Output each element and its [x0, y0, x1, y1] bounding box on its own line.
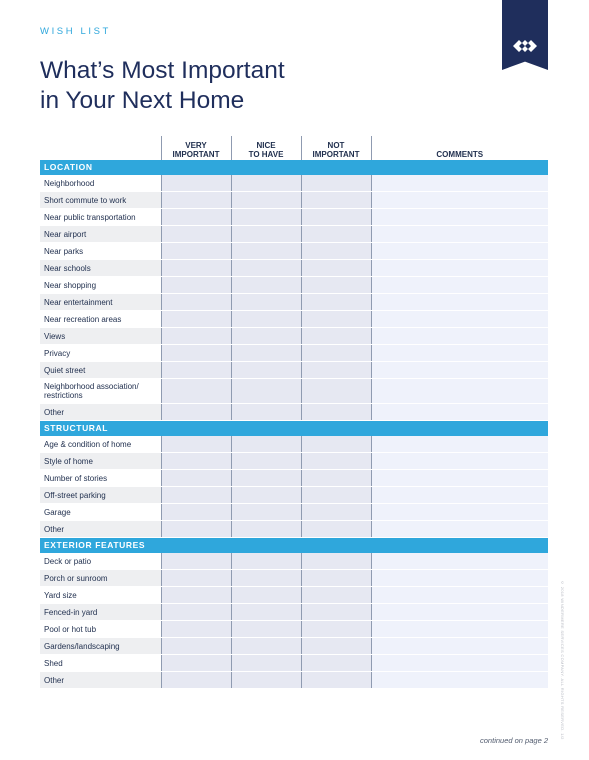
very-important-checkbox[interactable]: [161, 345, 231, 362]
not-important-checkbox[interactable]: [301, 570, 371, 587]
row-label: Near parks: [40, 243, 161, 260]
nice-to-have-checkbox[interactable]: [231, 504, 301, 521]
row-label: Age & condition of home: [40, 436, 161, 453]
table-row: [40, 521, 548, 538]
very-important-checkbox[interactable]: [161, 504, 231, 521]
table-row: [40, 243, 548, 260]
table-row: [40, 345, 548, 362]
very-important-checkbox[interactable]: [161, 487, 231, 504]
not-important-checkbox[interactable]: [301, 260, 371, 277]
row-label: Porch or sunroom: [40, 570, 161, 587]
table-row: [40, 260, 548, 277]
row-label: Pool or hot tub: [40, 621, 161, 638]
not-important-checkbox[interactable]: [301, 277, 371, 294]
row-label: Fenced-in yard: [40, 604, 161, 621]
comments-field[interactable]: [371, 436, 548, 453]
table-row: [40, 672, 548, 689]
header-comments: [371, 136, 548, 160]
nice-to-have-checkbox[interactable]: [231, 453, 301, 470]
nice-to-have-checkbox[interactable]: [231, 260, 301, 277]
page-title: [40, 56, 285, 116]
nice-to-have-checkbox[interactable]: [231, 553, 301, 570]
very-important-checkbox[interactable]: [161, 655, 231, 672]
nice-to-have-checkbox[interactable]: [231, 621, 301, 638]
section-header: [40, 421, 548, 437]
not-important-checkbox[interactable]: [301, 638, 371, 655]
nice-to-have-checkbox[interactable]: [231, 487, 301, 504]
nice-to-have-checkbox[interactable]: [231, 638, 301, 655]
comments-field[interactable]: [371, 192, 548, 209]
very-important-checkbox[interactable]: [161, 209, 231, 226]
comments-field[interactable]: [371, 260, 548, 277]
not-important-checkbox[interactable]: [301, 328, 371, 345]
row-label: Gardens/landscaping: [40, 638, 161, 655]
nice-to-have-checkbox[interactable]: [231, 345, 301, 362]
nice-to-have-checkbox[interactable]: [231, 311, 301, 328]
nice-to-have-checkbox[interactable]: [231, 226, 301, 243]
table-row: [40, 209, 548, 226]
very-important-checkbox[interactable]: [161, 638, 231, 655]
table-row: [40, 362, 548, 379]
comments-field[interactable]: [371, 553, 548, 570]
comments-field[interactable]: [371, 311, 548, 328]
very-important-checkbox[interactable]: [161, 587, 231, 604]
not-important-checkbox[interactable]: [301, 345, 371, 362]
row-label: Near schools: [40, 260, 161, 277]
row-label: Yard size: [40, 587, 161, 604]
very-important-checkbox[interactable]: [161, 260, 231, 277]
row-label: Other: [40, 672, 161, 689]
nice-to-have-checkbox[interactable]: [231, 294, 301, 311]
table-row: [40, 570, 548, 587]
nice-to-have-checkbox[interactable]: [231, 570, 301, 587]
nice-to-have-checkbox[interactable]: [231, 604, 301, 621]
row-label: Near airport: [40, 226, 161, 243]
row-label: Near recreation areas: [40, 311, 161, 328]
section-title: STRUCTURAL: [40, 421, 548, 437]
section-header: [40, 538, 548, 554]
nice-to-have-checkbox[interactable]: [231, 436, 301, 453]
comments-field[interactable]: [371, 379, 548, 404]
not-important-checkbox[interactable]: [301, 226, 371, 243]
header-very-important-line-2: IMPORTANT: [172, 150, 220, 159]
not-important-checkbox[interactable]: [301, 404, 371, 421]
header-nice-to-have-line-1: NICE: [256, 141, 276, 150]
very-important-checkbox[interactable]: [161, 226, 231, 243]
not-important-checkbox[interactable]: [301, 621, 371, 638]
section-title: LOCATION: [40, 160, 548, 175]
header-very-important: [161, 136, 231, 160]
comments-field[interactable]: [371, 453, 548, 470]
row-label: Number of stories: [40, 470, 161, 487]
table-row: [40, 328, 548, 345]
not-important-checkbox[interactable]: [301, 379, 371, 404]
table-row: [40, 404, 548, 421]
not-important-checkbox[interactable]: [301, 672, 371, 689]
table-row: [40, 311, 548, 328]
nice-to-have-checkbox[interactable]: [231, 470, 301, 487]
nice-to-have-checkbox[interactable]: [231, 362, 301, 379]
section-header: [40, 160, 548, 175]
not-important-checkbox[interactable]: [301, 294, 371, 311]
not-important-checkbox[interactable]: [301, 362, 371, 379]
very-important-checkbox[interactable]: [161, 604, 231, 621]
header-very-important-line-1: VERY: [185, 141, 207, 150]
not-important-checkbox[interactable]: [301, 521, 371, 538]
not-important-checkbox[interactable]: [301, 553, 371, 570]
very-important-checkbox[interactable]: [161, 570, 231, 587]
nice-to-have-checkbox[interactable]: [231, 587, 301, 604]
wish-list-table: [40, 136, 548, 689]
very-important-checkbox[interactable]: [161, 328, 231, 345]
row-label: Privacy: [40, 345, 161, 362]
row-label: Neighborhood association/ restrictions: [40, 379, 161, 404]
nice-to-have-checkbox[interactable]: [231, 192, 301, 209]
eyebrow-label: WISH LIST: [40, 26, 111, 37]
not-important-checkbox[interactable]: [301, 604, 371, 621]
page-title-line-1: What’s Most Important: [40, 57, 285, 84]
comments-field[interactable]: [371, 175, 548, 192]
not-important-checkbox[interactable]: [301, 192, 371, 209]
not-important-checkbox[interactable]: [301, 504, 371, 521]
very-important-checkbox[interactable]: [161, 243, 231, 260]
table-row: [40, 294, 548, 311]
row-label: Views: [40, 328, 161, 345]
comments-field[interactable]: [371, 621, 548, 638]
comments-field[interactable]: [371, 638, 548, 655]
comments-field[interactable]: [371, 328, 548, 345]
not-important-checkbox[interactable]: [301, 311, 371, 328]
very-important-checkbox[interactable]: [161, 453, 231, 470]
row-label: Near entertainment: [40, 294, 161, 311]
row-label: Shed: [40, 655, 161, 672]
header-not-important: [301, 136, 371, 160]
not-important-checkbox[interactable]: [301, 453, 371, 470]
very-important-checkbox[interactable]: [161, 436, 231, 453]
very-important-checkbox[interactable]: [161, 192, 231, 209]
very-important-checkbox[interactable]: [161, 521, 231, 538]
comments-field[interactable]: [371, 504, 548, 521]
row-label: Off-street parking: [40, 487, 161, 504]
table-row: [40, 470, 548, 487]
comments-field[interactable]: [371, 587, 548, 604]
table-row: [40, 453, 548, 470]
not-important-checkbox[interactable]: [301, 655, 371, 672]
row-label: Near shopping: [40, 277, 161, 294]
nice-to-have-checkbox[interactable]: [231, 672, 301, 689]
comments-field[interactable]: [371, 570, 548, 587]
nice-to-have-checkbox[interactable]: [231, 655, 301, 672]
not-important-checkbox[interactable]: [301, 175, 371, 192]
copyright-side-text: © 2018 WINDERMERE SERVICES COMPANY. ALL RIGHTS RESERVED. 1/2: [560, 580, 565, 740]
very-important-checkbox[interactable]: [161, 553, 231, 570]
table-row: [40, 192, 548, 209]
section-title: EXTERIOR FEATURES: [40, 538, 548, 554]
header-blank-cell: [40, 136, 161, 160]
not-important-checkbox[interactable]: [301, 587, 371, 604]
row-label: Short commute to work: [40, 192, 161, 209]
comments-field[interactable]: [371, 362, 548, 379]
page-title-line-2: in Your Next Home: [40, 87, 245, 114]
windermere-diamond-logo-icon: [512, 38, 538, 54]
not-important-checkbox[interactable]: [301, 487, 371, 504]
table-row: [40, 487, 548, 504]
continued-note: continued on page 2: [480, 736, 548, 745]
nice-to-have-checkbox[interactable]: [231, 209, 301, 226]
comments-field[interactable]: [371, 521, 548, 538]
nice-to-have-checkbox[interactable]: [231, 521, 301, 538]
nice-to-have-checkbox[interactable]: [231, 175, 301, 192]
very-important-checkbox[interactable]: [161, 362, 231, 379]
table-body: [40, 160, 548, 689]
comments-field[interactable]: [371, 209, 548, 226]
comments-field[interactable]: [371, 470, 548, 487]
table-row: [40, 379, 548, 404]
very-important-checkbox[interactable]: [161, 672, 231, 689]
table-row: [40, 277, 548, 294]
table-row: [40, 621, 548, 638]
nice-to-have-checkbox[interactable]: [231, 328, 301, 345]
not-important-checkbox[interactable]: [301, 470, 371, 487]
very-important-checkbox[interactable]: [161, 379, 231, 404]
not-important-checkbox[interactable]: [301, 243, 371, 260]
comments-field[interactable]: [371, 672, 548, 689]
not-important-checkbox[interactable]: [301, 209, 371, 226]
table-row: [40, 226, 548, 243]
row-label: Other: [40, 404, 161, 421]
very-important-checkbox[interactable]: [161, 311, 231, 328]
row-label: Neighborhood: [40, 175, 161, 192]
very-important-checkbox[interactable]: [161, 175, 231, 192]
table-row: [40, 553, 548, 570]
nice-to-have-checkbox[interactable]: [231, 379, 301, 404]
header-nice-to-have: [231, 136, 301, 160]
brand-logo-tab: [502, 0, 548, 70]
not-important-checkbox[interactable]: [301, 436, 371, 453]
very-important-checkbox[interactable]: [161, 294, 231, 311]
nice-to-have-checkbox[interactable]: [231, 277, 301, 294]
comments-field[interactable]: [371, 655, 548, 672]
comments-field[interactable]: [371, 243, 548, 260]
table-row: [40, 504, 548, 521]
header-nice-to-have-line-2: TO HAVE: [248, 150, 284, 159]
row-label: Near public transportation: [40, 209, 161, 226]
very-important-checkbox[interactable]: [161, 404, 231, 421]
header-comments-label: COMMENTS: [436, 150, 484, 159]
table-row: [40, 175, 548, 192]
comments-field[interactable]: [371, 604, 548, 621]
table-row: [40, 604, 548, 621]
nice-to-have-checkbox[interactable]: [231, 404, 301, 421]
nice-to-have-checkbox[interactable]: [231, 243, 301, 260]
header-not-important-line-2: IMPORTANT: [312, 150, 360, 159]
very-important-checkbox[interactable]: [161, 621, 231, 638]
row-label: Style of home: [40, 453, 161, 470]
row-label: Other: [40, 521, 161, 538]
comments-field[interactable]: [371, 277, 548, 294]
table-row: [40, 587, 548, 604]
comments-field[interactable]: [371, 294, 548, 311]
comments-field[interactable]: [371, 345, 548, 362]
comments-field[interactable]: [371, 226, 548, 243]
comments-field[interactable]: [371, 404, 548, 421]
comments-field[interactable]: [371, 487, 548, 504]
table-row: [40, 638, 548, 655]
row-label: Deck or patio: [40, 553, 161, 570]
table-header-row: [40, 136, 548, 160]
table-row: [40, 436, 548, 453]
row-label: Quiet street: [40, 362, 161, 379]
row-label: Garage: [40, 504, 161, 521]
header-not-important-line-1: NOT: [327, 141, 345, 150]
very-important-checkbox[interactable]: [161, 470, 231, 487]
very-important-checkbox[interactable]: [161, 277, 231, 294]
table-row: [40, 655, 548, 672]
